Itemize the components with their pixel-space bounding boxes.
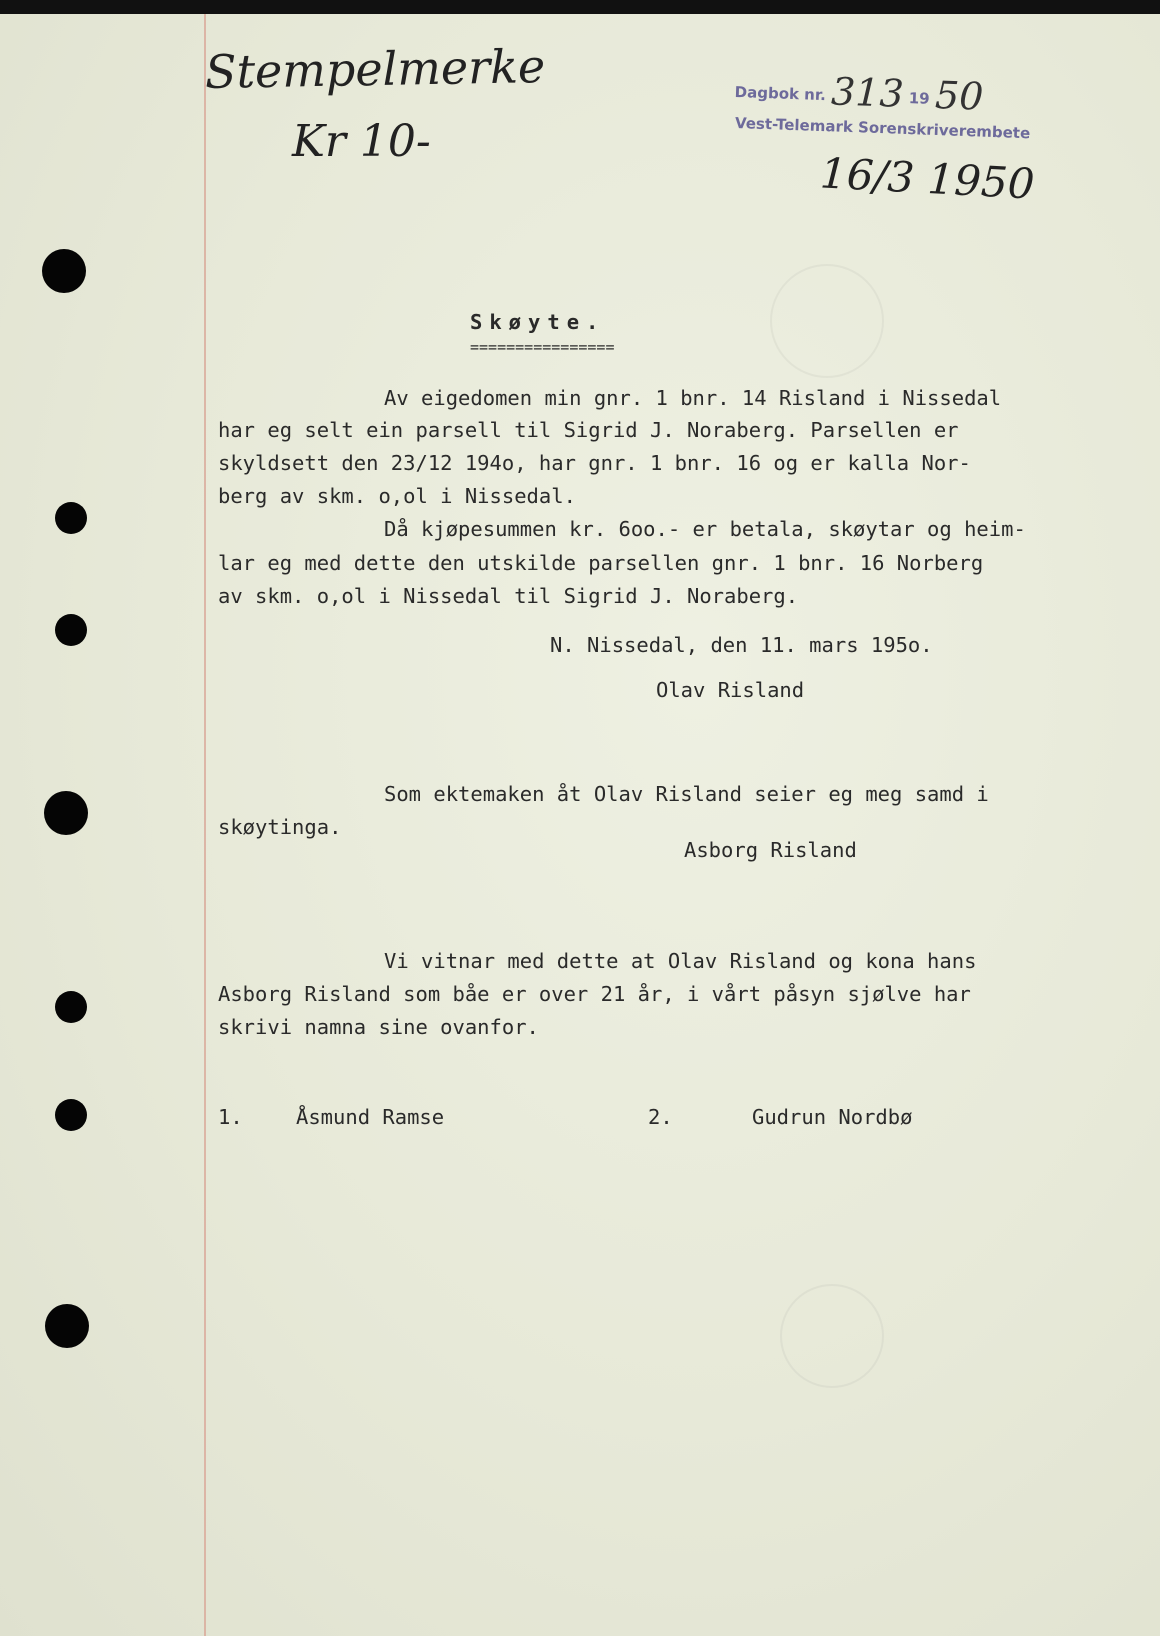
place-date: N. Nissedal, den 11. mars 195o.: [550, 633, 933, 657]
deed-paragraph-line: Då kjøpesummen kr. 6oo.- er betala, skøytar og heim-: [384, 517, 1026, 541]
scan-top-edge: [0, 0, 1160, 14]
margin-rule: [204, 14, 206, 1636]
deed-paragraph-line: har eg selt ein parsell til Sigrid J. Noraberg. Parsellen er: [218, 418, 959, 442]
document-page: [0, 14, 1160, 1636]
punch-hole: [55, 1099, 87, 1131]
registry-stamp-office: Vest-Telemark Sorenskriverembete: [734, 114, 1031, 143]
faint-seal-impression: [770, 264, 884, 378]
witness-name: Gudrun Nordbø: [752, 1105, 913, 1129]
faint-seal-impression: [780, 1284, 884, 1388]
registry-year-prefix: 19: [908, 89, 930, 108]
punch-hole: [42, 249, 86, 293]
registry-stamp-prefix: Dagbok nr.: [734, 83, 827, 105]
punch-hole: [55, 502, 87, 534]
spouse-signature: Asborg Risland: [684, 838, 857, 862]
deed-paragraph-line: berg av skm. o,ol i Nissedal.: [218, 484, 576, 508]
punch-hole: [44, 791, 88, 835]
stamp-duty-amount: Kr 10-: [292, 116, 431, 167]
witness-statement-line: Asborg Risland som båe er over 21 år, i vårt påsyn sjølve har: [218, 982, 971, 1006]
spouse-consent-line: skøytinga.: [218, 815, 342, 839]
spouse-consent-line: Som ektemaken åt Olav Risland seier eg meg samd i: [384, 782, 989, 806]
witness-statement-line: Vi vitnar med dette at Olav Risland og kona hans: [384, 949, 977, 973]
registry-stamp-line1: [734, 62, 985, 119]
registry-date: 16/3 1950: [818, 148, 1036, 209]
deed-title: Skøyte.: [470, 310, 606, 334]
punch-hole: [55, 991, 87, 1023]
registry-year: 50: [934, 73, 985, 119]
registry-number: 313: [830, 69, 905, 116]
deed-paragraph-line: Av eigedomen min gnr. 1 bnr. 14 Risland i Nissedal: [384, 386, 1002, 410]
deed-paragraph-line: skyldsett den 23/12 194o, har gnr. 1 bnr. 16 og er kalla Nor-: [218, 451, 971, 475]
deed-title-underline: ================: [470, 338, 615, 356]
deed-paragraph-line: av skm. o,ol i Nissedal til Sigrid J. Noraberg.: [218, 584, 799, 608]
witness-name: Åsmund Ramse: [296, 1105, 445, 1129]
deed-paragraph-line: lar eg med dette den utskilde parsellen gnr. 1 bnr. 16 Norberg: [218, 551, 984, 575]
punch-hole: [45, 1304, 89, 1348]
stamp-duty-label: Stempelmerke: [204, 39, 546, 99]
witness-statement-line: skrivi namna sine ovanfor.: [218, 1015, 539, 1039]
witness-number: 1.: [218, 1105, 243, 1129]
punch-hole: [55, 614, 87, 646]
witness-number: 2.: [648, 1105, 673, 1129]
seller-signature: Olav Risland: [656, 678, 805, 702]
